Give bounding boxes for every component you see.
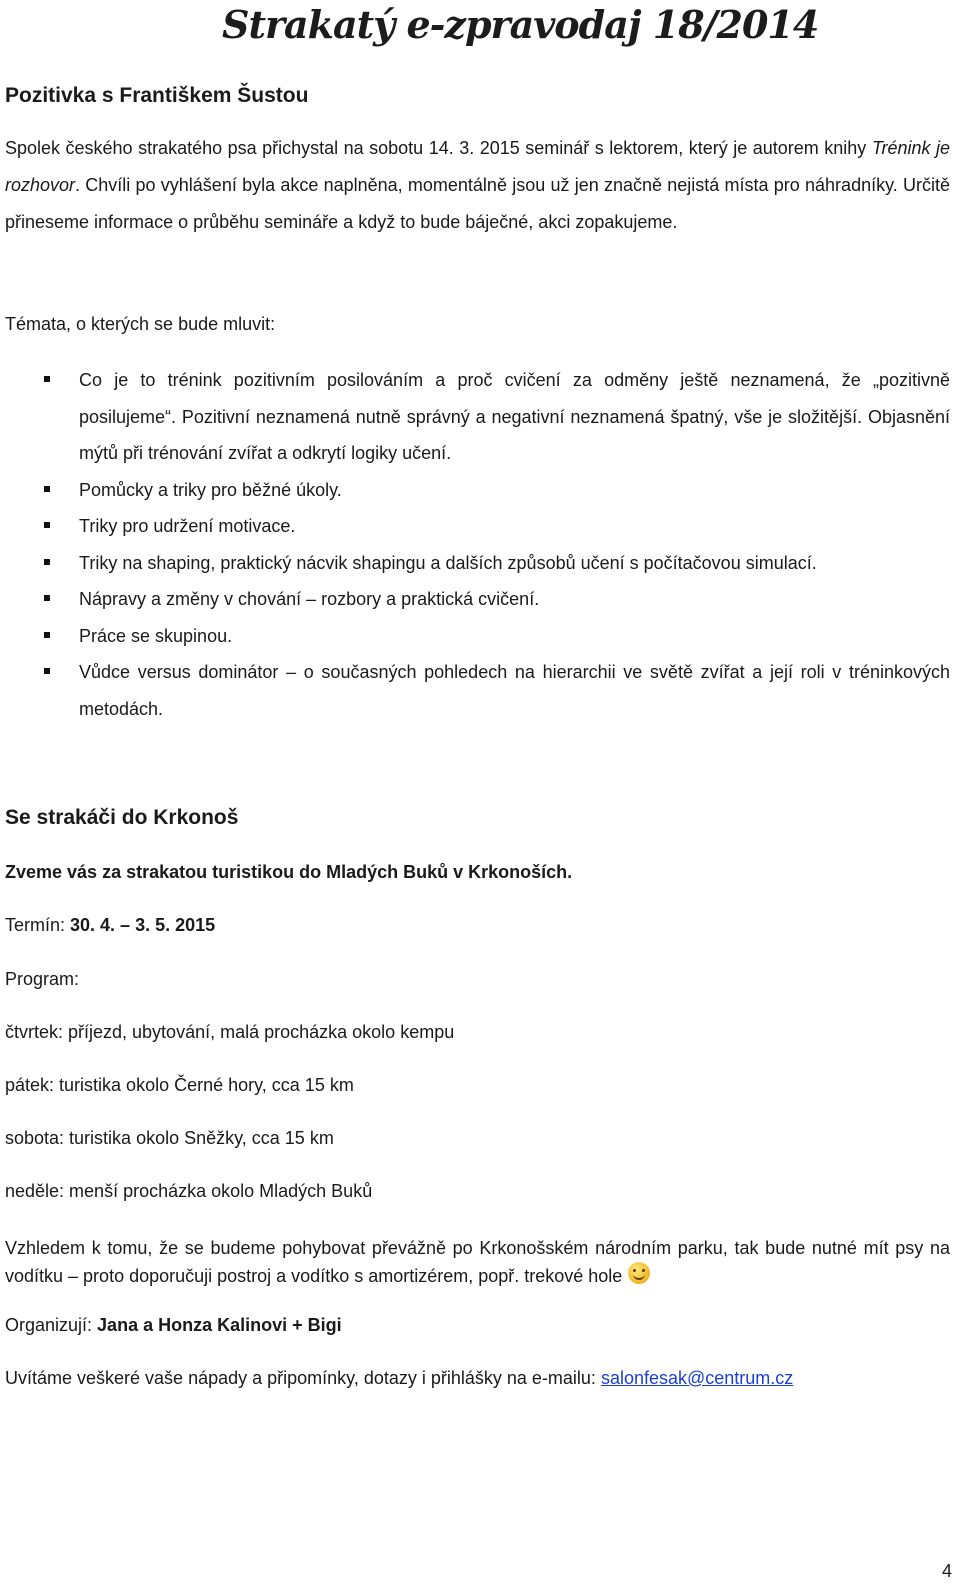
topic-text: Co je to trénink pozitivním posilováním a proč cvičení za odměny ještě neznamená, že „pozitivně posilujeme“. Pozitivní neznamená nutně správný a negativní neznamená špatný, vše je složitější. Objasnění mýtů při trénování zvířat a odkrytí logiky učení. <box>79 370 950 463</box>
book-title: Trénink je rozhovor <box>5 138 950 195</box>
organizers-value: Jana a Honza Kalinovi + Bigi <box>97 1315 342 1335</box>
topic-text: Nápravy a změny v chování – rozbory a praktická cvičení. <box>79 589 540 609</box>
topic-text: Pomůcky a triky pro běžné úkoly. <box>79 479 342 500</box>
list-item <box>5 508 950 545</box>
email-link[interactable]: salonfesak@centrum.cz <box>600 1368 794 1388</box>
section-title-pozitivka: Pozitivka s Františkem Šustou <box>5 84 309 107</box>
note-paragraph <box>5 1234 950 1290</box>
square-bullet-icon <box>44 559 50 565</box>
topic-text: Triky pro udržení motivace. <box>79 516 296 536</box>
topic-text: Triky na shaping, praktický nácvik shapingu a dalších způsobů učení s počítačovou simulací. <box>79 552 817 573</box>
term-line <box>5 915 215 936</box>
section-title-krkonose: Se strakáči do Krkonoš <box>5 806 239 829</box>
term-value: 30. 4. – 3. 5. 2015 <box>70 915 216 935</box>
topics-list <box>5 362 950 727</box>
newsletter-masthead: Strakatý e-zpravodaj 18/2014 <box>222 2 819 47</box>
list-item <box>5 545 950 582</box>
square-bullet-icon <box>44 632 50 638</box>
program-day-thursday: čtvrtek: příjezd, ubytování, malá procházka okolo kempu <box>5 1022 455 1042</box>
topic-text: Vůdce versus dominátor – o současných pohledech na hierarchii ve světě zvířat a její roli v tréninkových metodách. <box>79 662 950 719</box>
program-label: Program: <box>5 969 80 989</box>
smiley-icon <box>628 1262 650 1284</box>
square-bullet-icon <box>44 668 50 674</box>
invite-text: Zveme vás za strakatou turistikou do Mladých Buků v Krkonoších. <box>5 862 573 882</box>
program-day-saturday: sobota: turistika okolo Sněžky, cca 15 km <box>5 1128 334 1148</box>
list-item <box>5 581 950 618</box>
contact-text: Uvítáme veškeré vaše nápady a připomínky, dotazy i přihlášky na e-mailu: <box>5 1368 601 1388</box>
list-item <box>5 472 950 509</box>
intro-paragraph <box>5 130 950 241</box>
list-item <box>5 362 950 472</box>
organizers-line <box>5 1315 342 1336</box>
contact-line <box>5 1368 793 1389</box>
square-bullet-icon <box>44 376 50 382</box>
list-item <box>5 618 950 655</box>
term-label: Termín: <box>5 915 71 935</box>
organizers-label: Organizují: <box>5 1315 98 1335</box>
square-bullet-icon <box>44 595 50 601</box>
topic-text: Práce se skupinou. <box>79 625 233 646</box>
intro-text-a: Spolek českého strakatého psa přichystal na sobotu 14. 3. 2015 seminář s lektorem, který je autorem knihy <box>5 138 872 158</box>
topics-label: Témata, o kterých se bude mluvit: <box>5 314 276 334</box>
square-bullet-icon <box>44 486 50 492</box>
program-day-friday: pátek: turistika okolo Černé hory, cca 15 km <box>5 1075 354 1095</box>
square-bullet-icon <box>44 522 50 528</box>
note-text: Vzhledem k tomu, že se budeme pohybovat převážně po Krkonošském národním parku, tak bude nutné mít psy na vodítku – proto doporučuji postroj a vodítko s amortizérem, popř. trekové hole <box>5 1238 950 1286</box>
program-day-sunday: neděle: menší procházka okolo Mladých Buků <box>5 1181 373 1201</box>
page-number: 4 <box>941 1561 952 1581</box>
list-item <box>5 654 950 727</box>
intro-text-b: . Chvíli po vyhlášení byla akce naplněna, momentálně jsou už jen značně nejistá místa pro náhradníky. Určitě přineseme informace o průběhu semináře a když to bude báječné, akci zopakujeme. <box>5 175 950 232</box>
